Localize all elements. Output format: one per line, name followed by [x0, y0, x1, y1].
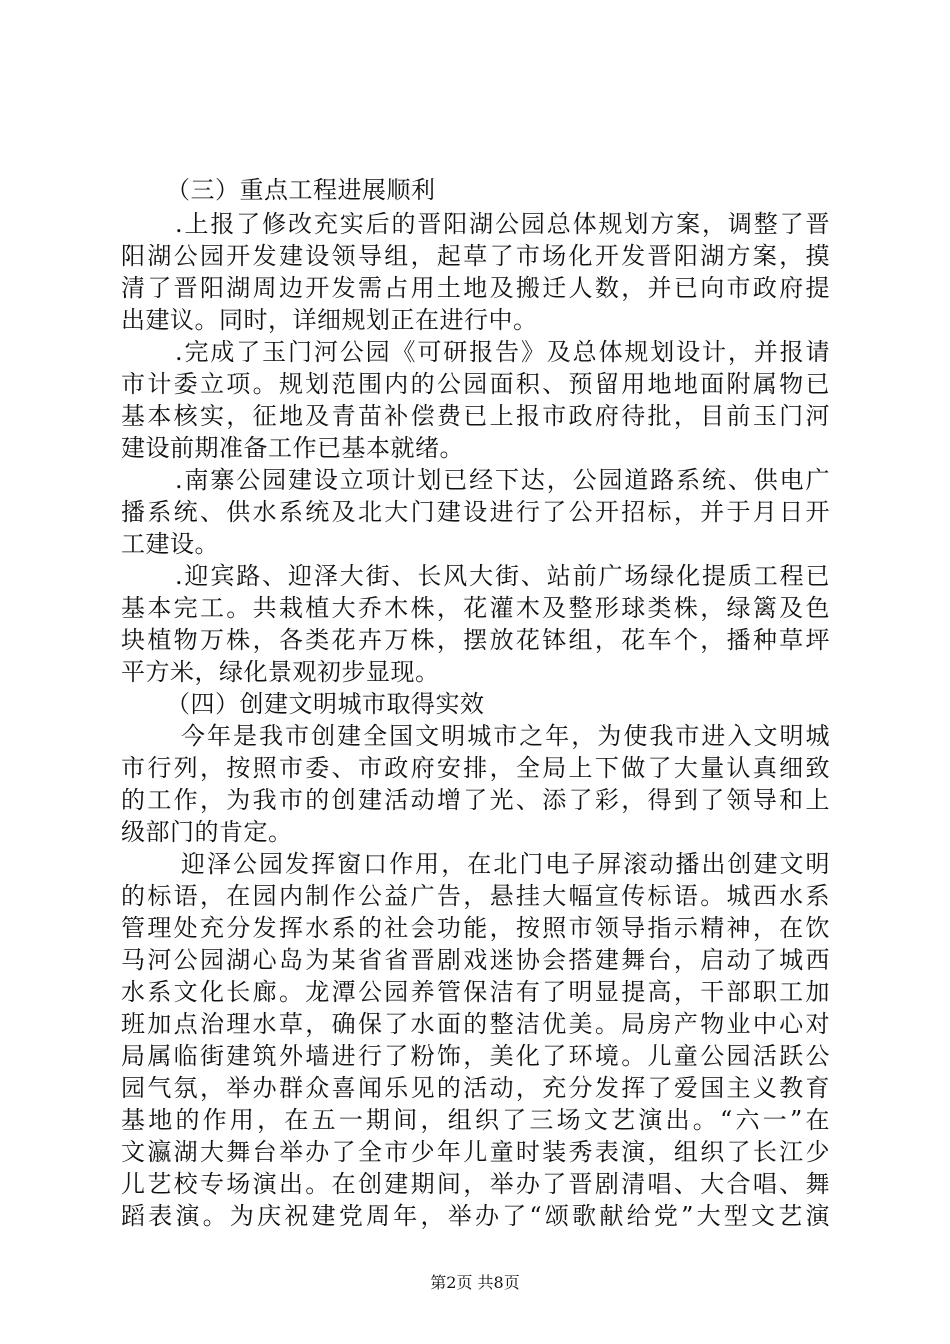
paragraph-line: 市行列，按照市委、市政府安排，全局上下做了大量认真细致 — [121, 754, 830, 782]
paragraph-line: 建设前期准备工作已基本就绪。 — [121, 434, 464, 462]
paragraph-line: 市计委立项。规划范围内的公园面积、预留用地地面附属物已 — [121, 370, 830, 398]
paragraph-line: 今年是我市创建全国文明城市之年，为使我市进入文明城 — [181, 722, 830, 750]
paragraph-line: 管理处充分发挥水系的社会功能，按照市领导指示精神，在饮 — [121, 914, 830, 942]
paragraph-line: 工建设。 — [121, 530, 219, 558]
paragraph-line: 阳湖公园开发建设领导组，起草了市场化开发晋阳湖方案，摸 — [121, 242, 830, 270]
paragraph-line: 基地的作用，在五一期间，组织了三场文艺演出。“六一”在 — [121, 1106, 830, 1134]
paragraph-line: .南寨公园建设立项计划已经下达，公园道路系统、供电广 — [175, 466, 830, 494]
paragraph-line: 的标语，在园内制作公益广告，悬挂大幅宣传标语。城西水系 — [121, 882, 830, 910]
paragraph-line: 园气氛，举办群众喜闻乐见的活动，充分发挥了爱国主义教育 — [121, 1074, 830, 1102]
paragraph-line: 水系文化长廊。龙潭公园养管保洁有了明显提高，干部职工加 — [121, 978, 830, 1006]
paragraph-line: .上报了修改充实后的晋阳湖公园总体规划方案，调整了晋 — [175, 210, 830, 238]
section-heading-4: （四）创建文明城市取得实效 — [166, 690, 485, 718]
paragraph-line: 清了晋阳湖周边开发需占用土地及搬迁人数，并已向市政府提 — [121, 274, 830, 302]
paragraph-line: 迎泽公园发挥窗口作用，在北门电子屏滚动播出创建文明 — [181, 850, 830, 878]
paragraph-line: 出建议。同时，详细规划正在进行中。 — [121, 306, 538, 334]
paragraph-line: 块植物万株，各类花卉万株，摆放花钵组，花车个，播种草坪 — [121, 626, 830, 654]
page-number-footer: 第2页 共8页 — [430, 1273, 520, 1292]
paragraph-line: 平方米，绿化景观初步显现。 — [121, 658, 440, 686]
section-heading-3: （三）重点工程进展顺利 — [166, 176, 436, 204]
paragraph-line: 蹈表演。为庆祝建党周年，举办了“颂歌献给党”大型文艺演 — [121, 1202, 830, 1230]
paragraph-line: 儿艺校专场演出。在创建期间，举办了晋剧清唱、大合唱、舞 — [121, 1170, 830, 1198]
paragraph-line: 文瀛湖大舞台举办了全市少年儿童时装秀表演，组织了长江少 — [121, 1138, 830, 1166]
paragraph-line: 班加点治理水草，确保了水面的整洁优美。局房产物业中心对 — [121, 1010, 830, 1038]
paragraph-line: .迎宾路、迎泽大街、长风大街、站前广场绿化提质工程已 — [175, 562, 830, 590]
paragraph-line: 马河公园湖心岛为某省省晋剧戏迷协会搭建舞台，启动了城西 — [121, 946, 830, 974]
paragraph-line: .完成了玉门河公园《可研报告》及总体规划设计，并报请 — [175, 338, 830, 366]
paragraph-line: 播系统、供水系统及北大门建设进行了公开招标，并于月日开 — [121, 498, 830, 526]
paragraph-line: 基本完工。共栽植大乔木株，花灌木及整形球类株，绿篱及色 — [121, 594, 830, 622]
paragraph-line: 局属临街建筑外墙进行了粉饰，美化了环境。儿童公园活跃公 — [121, 1042, 830, 1070]
paragraph-line: 级部门的肯定。 — [121, 818, 293, 846]
paragraph-line: 基本核实，征地及青苗补偿费已上报市政府待批，目前玉门河 — [121, 402, 830, 430]
paragraph-line: 的工作，为我市的创建活动增了光、添了彩，得到了领导和上 — [121, 786, 830, 814]
